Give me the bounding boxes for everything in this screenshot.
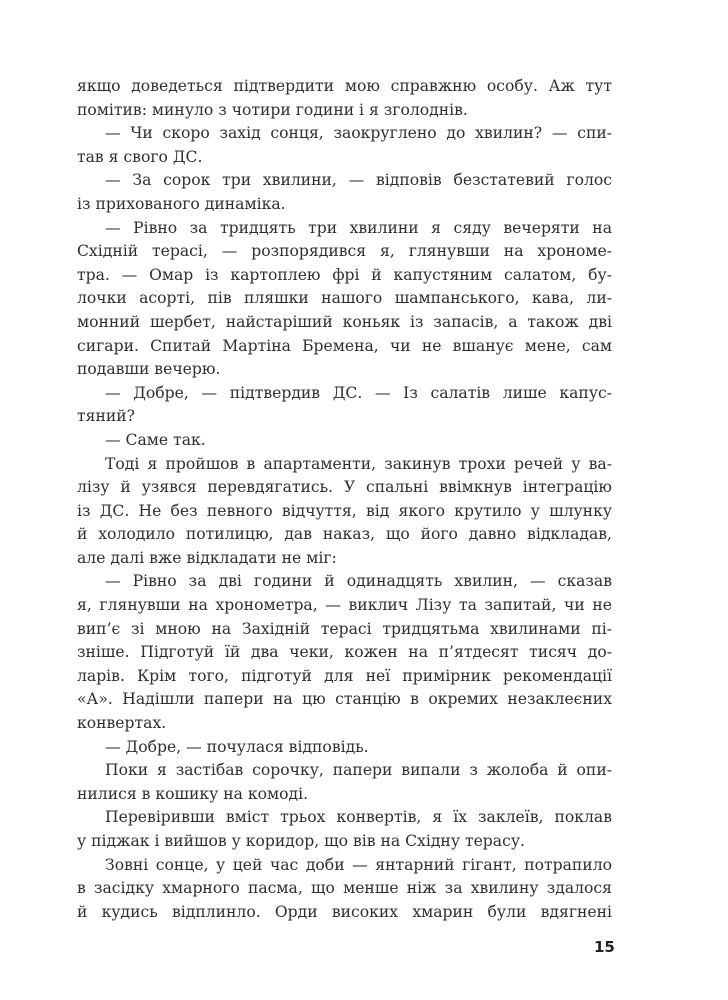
paragraph xyxy=(77,169,612,216)
text-line: я, глянувши на хронометра, — виклич Лізу та запитай, чи не xyxy=(77,596,612,615)
text-line: Поки я застібав сорочку, папери випали з жолоба й опи- xyxy=(105,761,612,780)
text-line: Східній терасі, — розпорядився я, глянувши на хрономе- xyxy=(77,242,612,261)
paragraph xyxy=(77,806,612,853)
text-line: монний шербет, найстаріший коньяк із запасів, а також дві xyxy=(77,312,612,331)
paragraph xyxy=(77,217,612,382)
paragraph xyxy=(77,382,612,429)
paragraph xyxy=(77,854,612,925)
body-text xyxy=(77,75,612,924)
text-line: конвертах. xyxy=(77,714,167,733)
paragraph xyxy=(77,453,612,571)
paragraph xyxy=(77,429,612,453)
text-line: із прихованого динаміка. xyxy=(77,194,286,213)
text-line: — Чи скоро захід сонця, заокруглено до хвилин? — спи- xyxy=(105,124,612,143)
text-line: якщо доведеться підтвердити мою справжню особу. Аж тут xyxy=(77,77,612,95)
text-line: — За сорок три хвилини, — відповів безстатевий голос xyxy=(105,171,612,190)
text-line: лізу й узявся перевдягатись. У спальні ввімкнув інтеграцію xyxy=(77,478,612,497)
text-line: й холодило потилицю, дав наказ, що його давно відкладав, xyxy=(77,525,612,544)
text-line: із ДС. Не без певного відчуття, від якого крутило у шлунку xyxy=(77,501,612,520)
text-line: сигари. Спитай Мартіна Бремена, чи не вшанує мене, сам xyxy=(77,336,612,355)
text-line: лочки асорті, пів пляшки нашого шампанського, кава, ли- xyxy=(77,289,612,308)
paragraph xyxy=(77,759,612,806)
text-line: Перевіривши вміст трьох конвертів, я їх заклеїв, поклав xyxy=(105,808,612,827)
text-line: — Добре, — підтвердив ДС. — Із салатів лише капус- xyxy=(105,383,612,402)
text-line: тра. — Омар із картоплею фрі й капустяним салатом, бу- xyxy=(77,265,612,284)
text-line: Зовні сонце, у цей час доби — янтарний гігант, потрапило xyxy=(105,855,612,874)
text-line: в засідку хмарного пасма, що менше ніж за хвилину здалося xyxy=(77,879,612,898)
paragraph xyxy=(77,736,612,760)
page-number: 15 xyxy=(594,938,615,956)
text-line: тав я свого ДС. xyxy=(77,147,203,166)
text-line: помітив: минуло з чотири години і я зголоднів. xyxy=(77,100,468,119)
text-line: у піджак і вийшов у коридор, що вів на Східну терасу. xyxy=(77,832,525,850)
text-line: тяний? xyxy=(77,407,136,426)
paragraph xyxy=(77,75,612,122)
text-line: Тоді я пройшов в апартаменти, закинув трохи речей у ва- xyxy=(105,454,612,473)
text-line: «А». Надішли папери на цю станцію в окремих незаклеєних xyxy=(77,690,612,709)
text-line: подавши вечерю. xyxy=(77,360,221,379)
text-line: але далі вже відкладати не міг: xyxy=(77,548,337,567)
text-line: вип’є зі мною на Західній терасі тридцятьма хвилинами пі- xyxy=(77,619,612,638)
paragraph xyxy=(77,122,612,169)
text-line: — Добре, — почулася відповідь. xyxy=(105,737,369,756)
paragraph xyxy=(77,570,612,735)
text-line: — Рівно за тридцять три хвилини я сяду вечеряти на xyxy=(105,218,612,237)
text-line: ларів. Крім того, підготуй для неї примірник рекомендації xyxy=(77,666,612,685)
text-line: нилися в кошику на комоді. xyxy=(77,784,309,803)
text-line: й кудись відплинло. Орди високих хмарин були вдягнені xyxy=(77,902,612,921)
text-line: — Саме так. xyxy=(105,430,206,449)
text-line: — Рівно за дві години й одинадцять хвилин, — сказав xyxy=(105,572,612,591)
text-line: зніше. Підготуй їй два чеки, кожен на п’ятдесят тисяч до- xyxy=(77,643,612,662)
